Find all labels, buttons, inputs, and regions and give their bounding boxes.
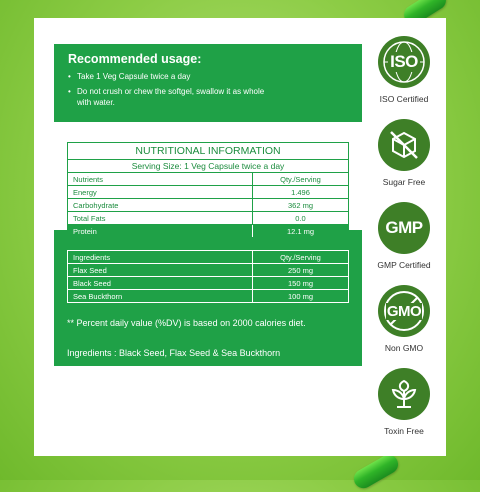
badge-label: Toxin Free xyxy=(384,426,424,436)
table-row: Sea Buckthorn 100 mg xyxy=(68,290,348,302)
badge-label: Non GMO xyxy=(384,343,424,353)
table-row: Energy 1.496 xyxy=(68,186,348,199)
serving-size: Serving Size: 1 Veg Capsule twice a day xyxy=(68,160,348,173)
usage-title: Recommended usage: xyxy=(68,52,202,66)
badge-sugar-free xyxy=(366,119,442,187)
table-header-row: Nutrients Qty./Serving xyxy=(68,173,348,186)
ingredients-line: Ingredients : Black Seed, Flax Seed & Sea Buckthorn xyxy=(67,348,281,358)
gmp-badge-icon: GMP xyxy=(378,202,430,254)
daily-value-note: ** Percent daily value (%DV) is based on 2000 calories diet. xyxy=(67,318,306,328)
badge-toxin-free xyxy=(366,368,442,436)
table-row: Carbohydrate 362 mg xyxy=(68,199,348,212)
ingredients-table xyxy=(67,250,349,303)
recommended-usage-panel xyxy=(54,44,362,122)
sugar-free-cube-icon xyxy=(378,119,430,171)
table-row: Total Fats 0.0 xyxy=(68,212,348,225)
table-row: Black Seed 150 mg xyxy=(68,277,348,290)
usage-bullet: • Do not crush or chew the softgel, swallow it as whole xyxy=(68,87,265,96)
nutrition-title: NUTRITIONAL INFORMATION xyxy=(68,143,348,160)
table-header-row: Ingredients Qty./Serving xyxy=(68,251,348,264)
badge-non-gmo xyxy=(366,285,442,353)
badge-gmp xyxy=(366,202,442,270)
badge-iso xyxy=(366,36,442,104)
non-gmo-badge-icon: GMO xyxy=(378,285,430,337)
nutrition-table xyxy=(67,142,349,238)
capsule-decoration-bottom xyxy=(350,451,401,491)
usage-bullet-continued: with water. xyxy=(77,98,115,107)
badge-label: GMP Certified xyxy=(377,260,431,270)
badge-label: Sugar Free xyxy=(382,177,426,187)
leaf-plant-icon xyxy=(378,368,430,420)
badge-label: ISO Certified xyxy=(379,94,429,104)
iso-badge-icon: ISO xyxy=(378,36,430,88)
usage-bullet: • Take 1 Veg Capsule twice a day xyxy=(68,72,191,81)
table-row: Flax Seed 250 mg xyxy=(68,264,348,277)
table-row: Protein 12.1 mg xyxy=(68,225,348,237)
nutrition-panel xyxy=(54,134,362,366)
